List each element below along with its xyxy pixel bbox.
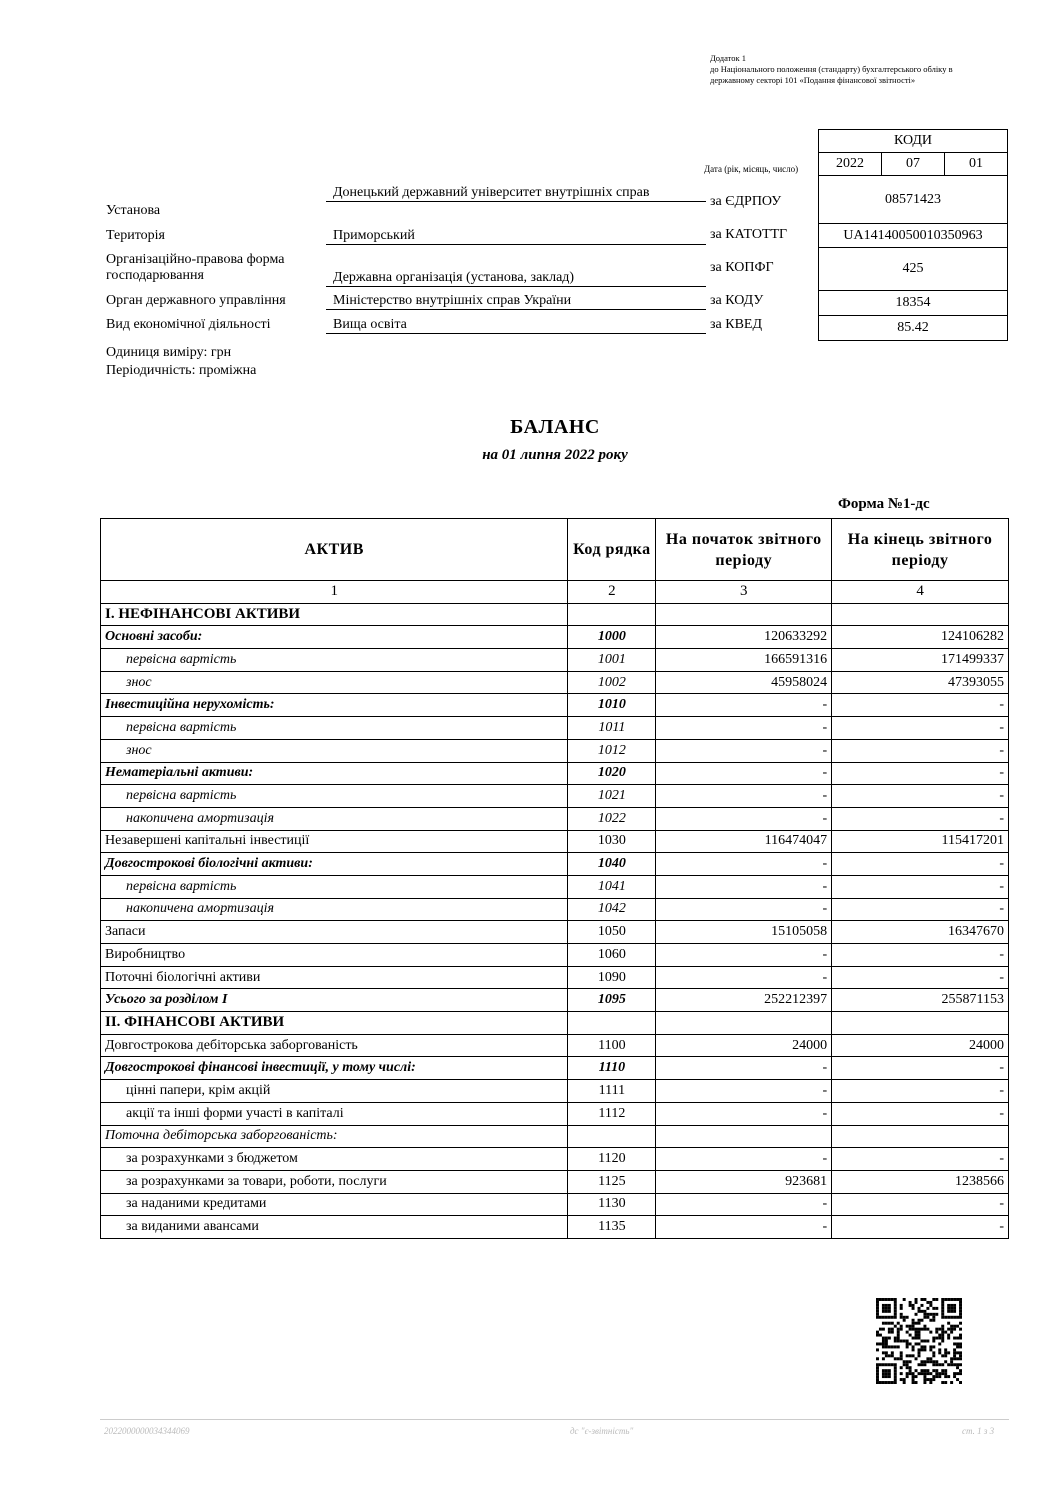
row-end-value — [832, 1125, 1009, 1148]
codes-header: КОДИ — [819, 130, 1008, 153]
row-start-value: 24000 — [656, 1034, 832, 1057]
table-row — [101, 739, 1009, 762]
row-label: ІІ. ФІНАНСОВІ АКТИВИ — [101, 1012, 568, 1035]
appendix-note — [710, 53, 985, 86]
row-start-value: - — [656, 807, 832, 830]
row-end-value: - — [832, 739, 1009, 762]
row-start-value: 923681 — [656, 1170, 832, 1193]
row-end-value: - — [832, 1216, 1009, 1239]
row-code: 1110 — [568, 1057, 656, 1080]
table-row — [101, 944, 1009, 967]
row-code: 1000 — [568, 626, 656, 649]
row-label: Поточні біологічні активи — [101, 966, 568, 989]
row-code: 1030 — [568, 830, 656, 853]
table-row — [101, 1170, 1009, 1193]
table-row — [101, 830, 1009, 853]
row-label: первісна вартість — [101, 785, 568, 808]
activity-code-label: за КВЕД — [710, 317, 763, 332]
edrpou-code: 08571423 — [819, 176, 1008, 224]
row-code: 1112 — [568, 1102, 656, 1125]
row-end-value: - — [832, 875, 1009, 898]
row-end-value: - — [832, 853, 1009, 876]
table-row — [101, 989, 1009, 1012]
row-code: 1041 — [568, 875, 656, 898]
table-row — [101, 1102, 1009, 1125]
row-code: 1090 — [568, 966, 656, 989]
row-code — [568, 1012, 656, 1035]
table-row — [101, 921, 1009, 944]
row-end-value: - — [832, 694, 1009, 717]
table-row — [101, 603, 1009, 626]
row-label: за розрахунками з бюджетом — [101, 1148, 568, 1171]
row-end-value: - — [832, 898, 1009, 921]
row-code — [568, 603, 656, 626]
legal-form-code-label: за КОПФГ — [710, 260, 774, 275]
table-row — [101, 626, 1009, 649]
table-row — [101, 1034, 1009, 1057]
row-start-value: - — [656, 1148, 832, 1171]
row-label: Усього за розділом І — [101, 989, 568, 1012]
row-label: за розрахунками за товари, роботи, послуги — [101, 1170, 568, 1193]
row-code: 1095 — [568, 989, 656, 1012]
table-row — [101, 694, 1009, 717]
row-end-value — [832, 603, 1009, 626]
territory-code-label: за КАТОТТГ — [710, 227, 788, 242]
date-year: 2022 — [819, 153, 882, 176]
row-start-value: - — [656, 853, 832, 876]
row-start-value: - — [656, 875, 832, 898]
unit-label: Одиниця виміру: грн — [106, 345, 232, 360]
row-label: накопичена амортизація — [101, 898, 568, 921]
row-start-value — [656, 1125, 832, 1148]
row-label: Поточна дебіторська заборгованість: — [101, 1125, 568, 1148]
row-end-value: - — [832, 1193, 1009, 1216]
row-code: 1050 — [568, 921, 656, 944]
header-end: На кінець звітного періоду — [832, 519, 1009, 581]
row-code: 1120 — [568, 1148, 656, 1171]
row-code: 1020 — [568, 762, 656, 785]
table-row — [101, 1012, 1009, 1035]
row-label: Довгострокова дебіторська заборгованість — [101, 1034, 568, 1057]
row-code: 1040 — [568, 853, 656, 876]
footer-doc-id: 2022000000034344069 — [104, 1426, 190, 1436]
row-end-value: 171499337 — [832, 649, 1009, 672]
table-row — [101, 1148, 1009, 1171]
row-end-value: 1238566 — [832, 1170, 1009, 1193]
row-code: 1021 — [568, 785, 656, 808]
row-end-value: - — [832, 966, 1009, 989]
row-code: 1111 — [568, 1080, 656, 1103]
row-code: 1010 — [568, 694, 656, 717]
date-day: 01 — [945, 153, 1008, 176]
row-start-value: 15105058 — [656, 921, 832, 944]
authority-label: Орган державного управління — [106, 293, 286, 308]
table-row — [101, 785, 1009, 808]
row-label: І. НЕФІНАНСОВІ АКТИВИ — [101, 603, 568, 626]
table-row — [101, 1193, 1009, 1216]
header-asset: АКТИВ — [101, 519, 568, 581]
row-label: акції та інші форми участі в капіталі — [101, 1102, 568, 1125]
table-row — [101, 966, 1009, 989]
row-start-value: - — [656, 898, 832, 921]
date-month: 07 — [882, 153, 945, 176]
row-start-value: 120633292 — [656, 626, 832, 649]
legal-form-label: Організаційно-правова форма господарювання — [106, 252, 285, 283]
authority-value: Міністерство внутрішніх справ України — [326, 293, 706, 310]
row-end-value: 47393055 — [832, 671, 1009, 694]
row-end-value: - — [832, 807, 1009, 830]
row-label: Основні засоби: — [101, 626, 568, 649]
row-label: цінні папери, крім акцій — [101, 1080, 568, 1103]
authority-code-label: за КОДУ — [710, 293, 764, 308]
row-label: знос — [101, 739, 568, 762]
row-label: Довгострокові біологічні активи: — [101, 853, 568, 876]
row-start-value: - — [656, 739, 832, 762]
table-row — [101, 649, 1009, 672]
codes-table — [818, 129, 1008, 341]
row-start-value: - — [656, 1216, 832, 1239]
row-start-value: - — [656, 944, 832, 967]
col-number-2: 2 — [568, 581, 656, 604]
header-start: На початок звітного періоду — [656, 519, 832, 581]
document-title: БАЛАНС — [510, 416, 600, 438]
row-end-value: 255871153 — [832, 989, 1009, 1012]
row-label: за виданими авансами — [101, 1216, 568, 1239]
table-row — [101, 717, 1009, 740]
row-end-value: - — [832, 1057, 1009, 1080]
row-end-value: 124106282 — [832, 626, 1009, 649]
row-code: 1100 — [568, 1034, 656, 1057]
territory-value: Приморський — [326, 228, 706, 245]
row-end-value: - — [832, 785, 1009, 808]
row-label: Нематеріальні активи: — [101, 762, 568, 785]
row-code: 1022 — [568, 807, 656, 830]
row-code: 1012 — [568, 739, 656, 762]
institution-value: Донецький державний університет внутрішніх справ — [326, 185, 706, 202]
row-start-value: 252212397 — [656, 989, 832, 1012]
row-label: знос — [101, 671, 568, 694]
activity-label: Вид економічної діяльності — [106, 317, 271, 332]
row-start-value: - — [656, 694, 832, 717]
col-number-3: 3 — [656, 581, 832, 604]
appendix-reference: до Національного положення (стандарту) бухгалтерського обліку в державному секторі 101 «Подання фінансової звітності» — [710, 64, 953, 85]
col-number-1: 1 — [101, 581, 568, 604]
table-row — [101, 807, 1009, 830]
kved-code: 85.42 — [819, 316, 1008, 341]
table-row — [101, 1080, 1009, 1103]
footer-center: дс "є-звітність" — [570, 1426, 634, 1436]
kodu-code: 18354 — [819, 291, 1008, 316]
row-end-value: - — [832, 762, 1009, 785]
katottg-code: UA14140050010350963 — [819, 224, 1008, 248]
row-start-value: - — [656, 785, 832, 808]
row-label: Незавершені капітальні інвестиції — [101, 830, 568, 853]
row-start-value: 116474047 — [656, 830, 832, 853]
row-start-value: - — [656, 1193, 832, 1216]
row-label: первісна вартість — [101, 649, 568, 672]
row-code: 1042 — [568, 898, 656, 921]
balance-rows — [101, 603, 1009, 1238]
row-end-value: - — [832, 717, 1009, 740]
row-code: 1001 — [568, 649, 656, 672]
col-number-4: 4 — [832, 581, 1009, 604]
row-code: 1125 — [568, 1170, 656, 1193]
balance-table — [100, 518, 1009, 1239]
table-row — [101, 1057, 1009, 1080]
row-label: накопичена амортизація — [101, 807, 568, 830]
row-label: Інвестиційна нерухомість: — [101, 694, 568, 717]
row-code: 1060 — [568, 944, 656, 967]
institution-label: Установа — [106, 203, 161, 218]
row-label: первісна вартість — [101, 875, 568, 898]
row-label: Довгострокові фінансові інвестиції, у тому числі: — [101, 1057, 568, 1080]
row-label: Запаси — [101, 921, 568, 944]
row-end-value: 115417201 — [832, 830, 1009, 853]
row-start-value: - — [656, 1102, 832, 1125]
row-start-value — [656, 1012, 832, 1035]
row-code: 1002 — [568, 671, 656, 694]
row-end-value: - — [832, 1102, 1009, 1125]
table-row — [101, 875, 1009, 898]
periodicity-label: Періодичність: проміжна — [106, 363, 257, 378]
row-end-value: 16347670 — [832, 921, 1009, 944]
form-label: Форма №1-дс — [838, 496, 930, 512]
row-start-value: 45958024 — [656, 671, 832, 694]
row-end-value: 24000 — [832, 1034, 1009, 1057]
row-start-value: - — [656, 1057, 832, 1080]
date-label: Дата (рік, місяць, число) — [704, 164, 799, 174]
table-row — [101, 1216, 1009, 1239]
footer-divider — [100, 1419, 1009, 1420]
table-row — [101, 853, 1009, 876]
qr-code — [876, 1298, 962, 1384]
row-label: Виробництво — [101, 944, 568, 967]
table-row — [101, 671, 1009, 694]
institution-code-label: за ЄДРПОУ — [710, 194, 782, 209]
footer-page: ст. 1 з 3 — [962, 1426, 995, 1436]
table-row — [101, 1125, 1009, 1148]
row-start-value: - — [656, 762, 832, 785]
row-end-value: - — [832, 1148, 1009, 1171]
row-code: 1135 — [568, 1216, 656, 1239]
header-code: Код рядка — [568, 519, 656, 581]
activity-value: Вища освіта — [326, 317, 706, 334]
row-label: первісна вартість — [101, 717, 568, 740]
row-start-value: 166591316 — [656, 649, 832, 672]
kopfg-code: 425 — [819, 248, 1008, 291]
territory-label: Територія — [106, 228, 165, 243]
appendix-title: Додаток 1 — [710, 53, 747, 63]
row-start-value: - — [656, 717, 832, 740]
legal-form-value: Державна організація (установа, заклад) — [326, 270, 706, 287]
row-code: 1130 — [568, 1193, 656, 1216]
document-subtitle: на 01 липня 2022 року — [482, 447, 628, 463]
table-row — [101, 898, 1009, 921]
row-end-value: - — [832, 1080, 1009, 1103]
row-end-value — [832, 1012, 1009, 1035]
row-start-value: - — [656, 1080, 832, 1103]
row-start-value: - — [656, 966, 832, 989]
row-start-value — [656, 603, 832, 626]
table-row — [101, 762, 1009, 785]
row-label: за наданими кредитами — [101, 1193, 568, 1216]
row-end-value: - — [832, 944, 1009, 967]
row-code: 1011 — [568, 717, 656, 740]
row-code — [568, 1125, 656, 1148]
